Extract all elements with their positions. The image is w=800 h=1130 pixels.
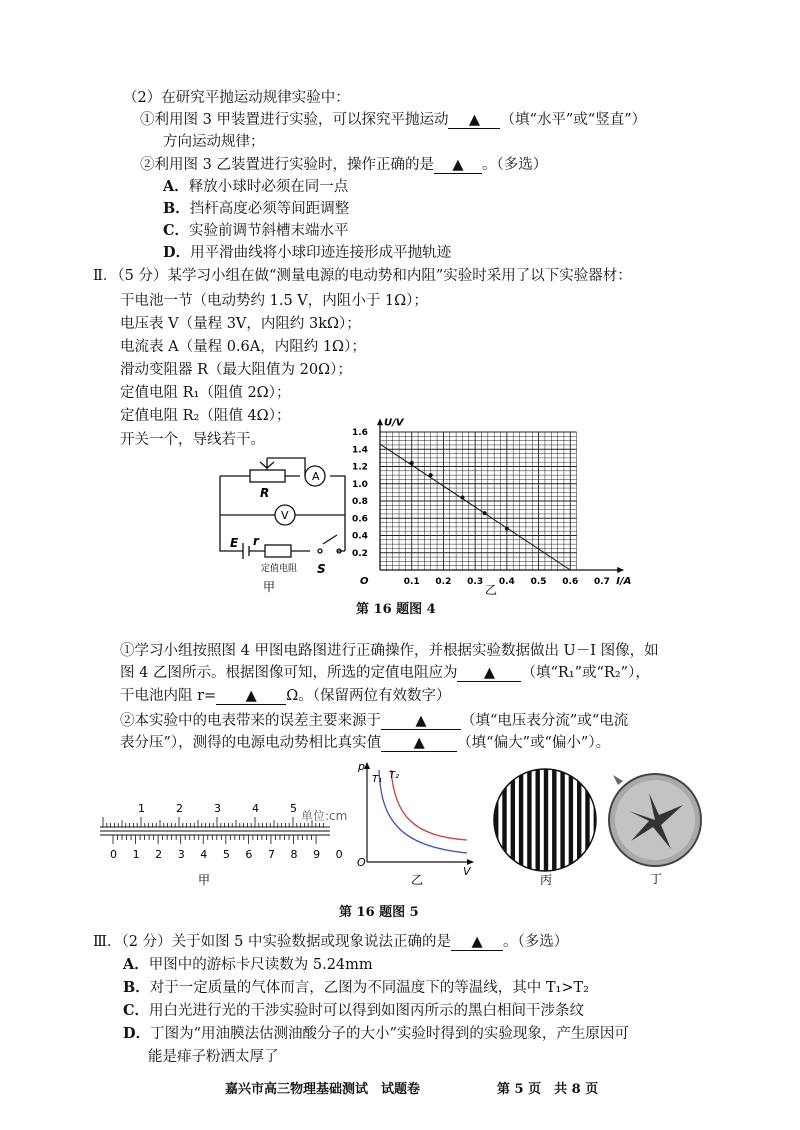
- data-point: [483, 511, 487, 515]
- pv-caption: 乙: [411, 873, 424, 887]
- answer-blank[interactable]: ▲: [381, 711, 461, 730]
- oil-film-image: [605, 765, 705, 890]
- y-axis-label: U/V: [384, 417, 404, 429]
- data-point: [410, 461, 414, 465]
- x-tick-label: 0.1: [403, 577, 420, 587]
- fringe-bar: [502, 768, 506, 878]
- chart-caption: 乙: [485, 583, 498, 597]
- vernier-scale-label: 0: [110, 848, 117, 861]
- footer-page: 第 5 页 共 8 页: [497, 1082, 599, 1097]
- option-b: B．挡杆高度必须等间距调整: [163, 200, 350, 217]
- answer-blank[interactable]: ▲: [434, 155, 482, 174]
- y-tick-label: 0.2: [352, 548, 368, 559]
- vernier-scale-label: 6: [245, 848, 253, 861]
- s3-option-a: A．甲图中的游标卡尺读数为 5.24mm: [123, 956, 373, 973]
- fringe-bar: [552, 768, 556, 878]
- t1-label: T₁: [372, 774, 383, 785]
- vernier-scale-label: 4: [200, 848, 208, 861]
- data-point: [460, 496, 464, 500]
- internal-r-label: r: [253, 534, 259, 548]
- section2-q1-line1: ①学习小组按照图 4 甲图电路图进行正确操作，并根据实验数据做出 U－I 图像，如: [120, 643, 659, 659]
- section2-heading: Ⅱ．（5 分）某学习小组在做“测量电源的电动势和内阻”实验时采用了以下实验器材：: [93, 268, 632, 284]
- circuit-diagram: [205, 455, 365, 595]
- s3-option-d-cont: 能是痱子粉洒太厚了: [148, 1049, 279, 1065]
- vernier-scale-label: 3: [177, 848, 185, 861]
- section2-q1-line2: 图 4 乙图所示。根据图像可知，所选的定值电阻应为 ▲ （填“R₁”或“R₂”），: [120, 665, 650, 681]
- vernier-scale-label: 5: [222, 848, 230, 861]
- equipment-item: 定值电阻 R₂（阻值 4Ω）；: [120, 408, 291, 424]
- ui-chart: [350, 400, 650, 595]
- t2-label: T₂: [389, 770, 400, 781]
- answer-blank[interactable]: ▲: [381, 733, 457, 752]
- answer-blank[interactable]: ▲: [448, 110, 500, 129]
- footer-title: 嘉兴市高三物理基础测试 试题卷: [225, 1082, 421, 1097]
- caliper-caption: 甲: [198, 873, 211, 887]
- y-tick-label: 1.2: [352, 462, 368, 473]
- x-axis-label: I/A: [616, 576, 632, 587]
- voltmeter-label: V: [281, 509, 289, 522]
- caliper-unit: 单位:cm: [301, 809, 348, 823]
- interference-fringes: [490, 768, 605, 888]
- answer-blank[interactable]: ▲: [457, 663, 521, 682]
- data-point: [429, 473, 433, 477]
- vernier-scale-label: 1: [132, 848, 140, 861]
- ammeter-label: A: [312, 470, 320, 483]
- circuit-caption: 甲: [263, 580, 276, 594]
- main-scale-label: 3: [214, 802, 221, 815]
- y-tick-label: 0.8: [352, 497, 368, 507]
- x-tick-label: 0.5: [530, 577, 547, 587]
- option-a: A．释放小球时必须在同一点: [163, 178, 349, 195]
- y-tick-label: 0.4: [352, 531, 368, 542]
- part2-q1-cont: 方向运动规律；: [163, 134, 265, 150]
- isotherm-t2: [391, 770, 467, 840]
- fixed-resistor-label: 定值电阻: [261, 564, 298, 574]
- p-axis-label: p: [358, 760, 365, 773]
- s3-option-b: B．对于一定质量的气体而言，乙图为不同温度下的等温线，其中 T₁>T₂: [123, 979, 589, 996]
- vernier-scale-label: 7: [267, 848, 275, 861]
- part2-q2: ②利用图 3 乙装置进行实验时，操作正确的是 ▲ 。（多选）: [140, 157, 548, 173]
- pv-origin: O: [357, 856, 366, 869]
- emf-label: E: [230, 536, 239, 550]
- answer-blank[interactable]: ▲: [216, 686, 286, 705]
- equipment-item: 电压表 V（量程 3V，内阻约 3kΩ）；: [120, 316, 361, 332]
- y-tick-label: 1.6: [352, 428, 368, 438]
- fringe-bar: [536, 768, 540, 878]
- option-c: C．实验前调节斜槽末端水平: [163, 222, 349, 239]
- vernier-scale-label: 0: [335, 848, 343, 861]
- y-tick-label: 0.6: [352, 514, 368, 525]
- main-scale-label: 5: [290, 802, 297, 815]
- vernier-scale-label: 8: [290, 848, 298, 861]
- x-tick-label: 0.3: [467, 577, 484, 587]
- equipment-item: 干电池一节（电动势约 1.5 V，内阻小于 1Ω）；: [120, 293, 428, 309]
- fringe-bar: [544, 768, 548, 878]
- y-tick-label: 1.4: [352, 445, 368, 456]
- fringe-bar: [527, 768, 531, 878]
- vernier-caliper: [95, 800, 348, 890]
- fringe-caption: 丙: [540, 873, 553, 887]
- section3-heading: Ⅲ．（2 分）关于如图 5 中实验数据或现象说法正确的是 ▲ 。（多选）: [93, 934, 569, 950]
- fig5-caption: 第 16 题图 5: [339, 905, 419, 920]
- rheostat-label: R: [260, 486, 270, 500]
- vernier-scale-label: 2: [155, 848, 163, 861]
- origin-label: O: [360, 576, 369, 587]
- section2-q1-line3: 干电池内阻 r= ▲ Ω。（保留两位有效数字）: [120, 688, 451, 704]
- equipment-item: 滑动变阻器 R（最大阻值为 20Ω）；: [120, 362, 352, 378]
- v-axis-label: V: [463, 865, 471, 878]
- s3-option-d: D．丁图为“用油膜法估测油酸分子的大小”实验时得到的实验现象，产生原因可: [123, 1025, 629, 1042]
- oil-caption: 丁: [650, 872, 663, 886]
- data-point: [505, 527, 509, 531]
- fringe-bar: [519, 768, 523, 878]
- option-d: D．用平滑曲线将小球印迹连接形成平抛轨迹: [163, 244, 452, 261]
- x-tick-label: 0.7: [594, 577, 610, 587]
- x-tick-label: 0.2: [435, 577, 452, 587]
- main-scale-label: 4: [252, 802, 259, 815]
- x-tick-label: 0.6: [562, 577, 579, 587]
- fringe-bar: [560, 768, 564, 878]
- answer-blank[interactable]: ▲: [451, 932, 503, 951]
- s3-option-c: C．用白光进行光的干涉实验时可以得到如图丙所示的黑白相间干涉条纹: [123, 1002, 585, 1019]
- fringe-bar: [585, 768, 589, 878]
- section2-q2-line1: ②本实验中的电表带来的误差主要来源于 ▲ （填“电压表分流”或“电流: [120, 713, 629, 729]
- main-scale-label: 2: [176, 802, 183, 815]
- switch-label: S: [317, 562, 326, 576]
- part2-heading: （2）在研究平抛运动规律实验中：: [123, 90, 350, 106]
- equipment-item: 开关一个，导线若干。: [120, 432, 265, 448]
- part2-q1: ①利用图 3 甲装置进行实验，可以探究平抛运动 ▲ （填“水平”或“竖直”）: [140, 112, 647, 128]
- fringe-bar: [569, 768, 573, 878]
- x-tick-label: 0.4: [498, 577, 515, 587]
- equipment-item: 电流表 A（量程 0.6A，内阻约 1Ω）；: [120, 339, 366, 355]
- fig4-caption: 第 16 题图 4: [356, 602, 436, 617]
- main-scale-label: 1: [138, 802, 145, 815]
- y-tick-label: 1.0: [352, 479, 368, 490]
- section2-q2-line2: 表分压”），测得的电源电动势相比真实值 ▲ （填“偏大”或“偏小”）。: [120, 735, 611, 751]
- pv-chart: [355, 758, 480, 888]
- vernier-scale-label: 9: [313, 848, 321, 861]
- equipment-item: 定值电阻 R₁（阻值 2Ω）；: [120, 385, 291, 401]
